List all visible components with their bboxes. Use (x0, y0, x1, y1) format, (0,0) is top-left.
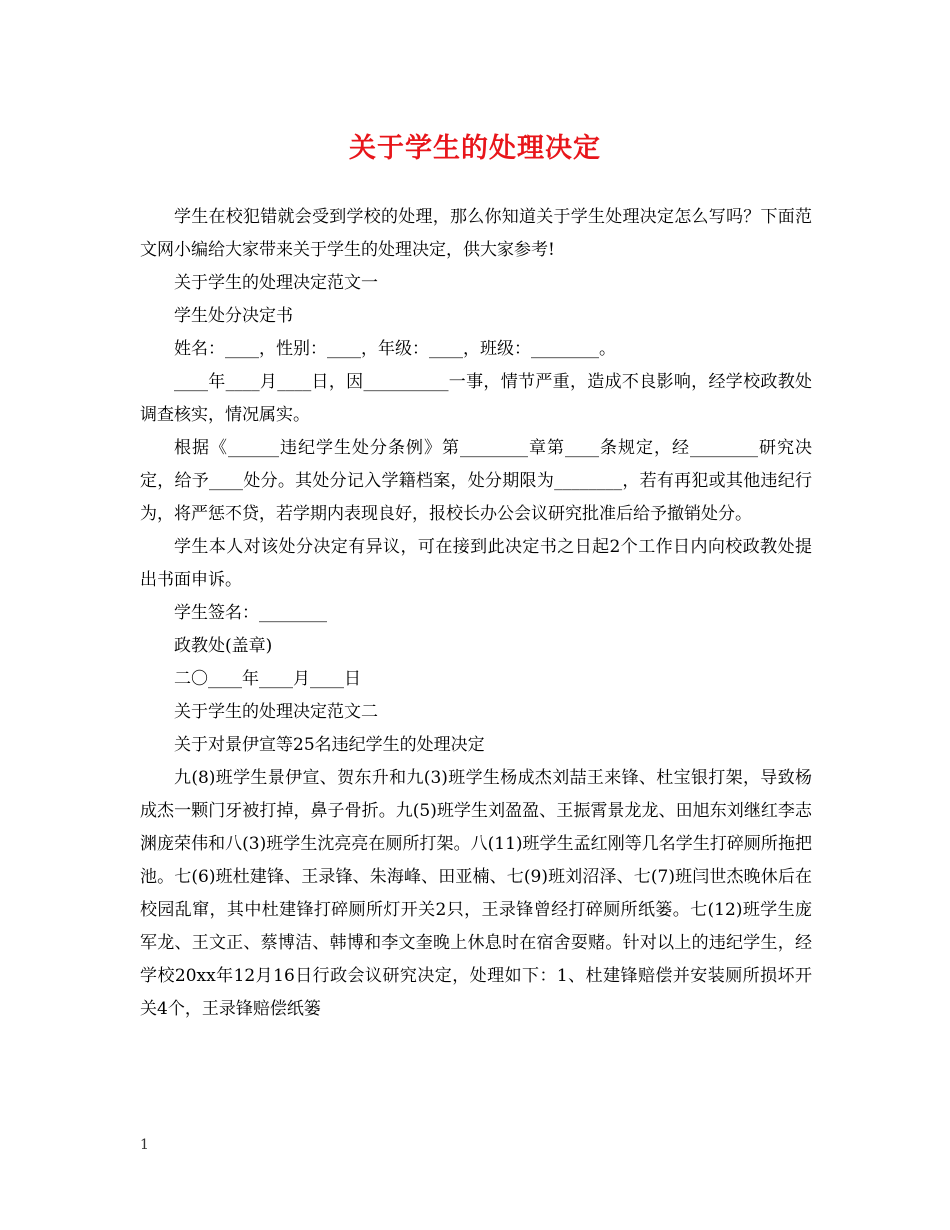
page-number: 1 (140, 1137, 149, 1153)
paragraph: 九(8)班学生景伊宣、贺东升和九(3)班学生杨成杰刘喆王来锋、杜宝银打架，导致杨成杰一颗门牙被打掉，鼻子骨折。九(5)班学生刘盈盈、王振霄景龙龙、田旭东刘继红李志渊庞荣伟和八(3)班学生沈亮亮在厕所打架。八(11)班学生孟红刚等几名学生打碎厕所拖把池。七(6)班杜建锋、王录锋、朱海峰、田亚楠、七(9)班刘沼泽、七(7)班闫世杰晚休后在校园乱窜，其中杜建锋打碎厕所灯开关2只，王录锋曾经打碎厕所纸篓。七(12)班学生庞军龙、王文正、蔡博洁、韩博和李文奎晚上休息时在宿舍耍赌。针对以上的违纪学生，经学校20xx年12月16日行政会议研究决定，处理如下：1、杜建锋赔偿并安装厕所损坏开关4个，王录锋赔偿纸篓 (140, 768, 812, 1019)
paragraph: 学生签名：________ (174, 603, 327, 623)
paragraph: 姓名：____，性别：____，年级：____，班级：________。 (174, 339, 616, 359)
document-title: 关于学生的处理决定 (349, 133, 601, 164)
document-body (140, 201, 812, 1026)
paragraph: 根据《______违纪学生处分条例》第________章第____条规定，经________研究决定，给予____处分。其处分记入学籍档案，处分期限为________，若有再犯或其他违纪行为，将严惩不贷，若学期内表现良好，报校长办公会议研究批准后给予撤销处分。 (140, 438, 812, 524)
paragraph: 关于学生的处理决定范文二 (174, 702, 378, 722)
paragraph: ____年____月____日，因__________一事，情节严重，造成不良影响，经学校政教处调查核实，情况属实。 (140, 372, 812, 425)
paragraph: 学生处分决定书 (174, 306, 293, 326)
paragraph: 二〇____年____月____日 (174, 669, 361, 689)
paragraph: 政教处(盖章) (174, 636, 273, 656)
paragraph: 关于学生的处理决定范文一 (174, 273, 378, 293)
paragraph: 学生在校犯错就会受到学校的处理，那么你知道关于学生处理决定怎么写吗？下面范文网小编给大家带来关于学生的处理决定，供大家参考! (140, 207, 812, 260)
paragraph: 学生本人对该处分决定有异议，可在接到此决定书之日起2个工作日内向校政教处提出书面申诉。 (140, 537, 812, 590)
paragraph: 关于对景伊宣等25名违纪学生的处理决定 (174, 735, 485, 755)
